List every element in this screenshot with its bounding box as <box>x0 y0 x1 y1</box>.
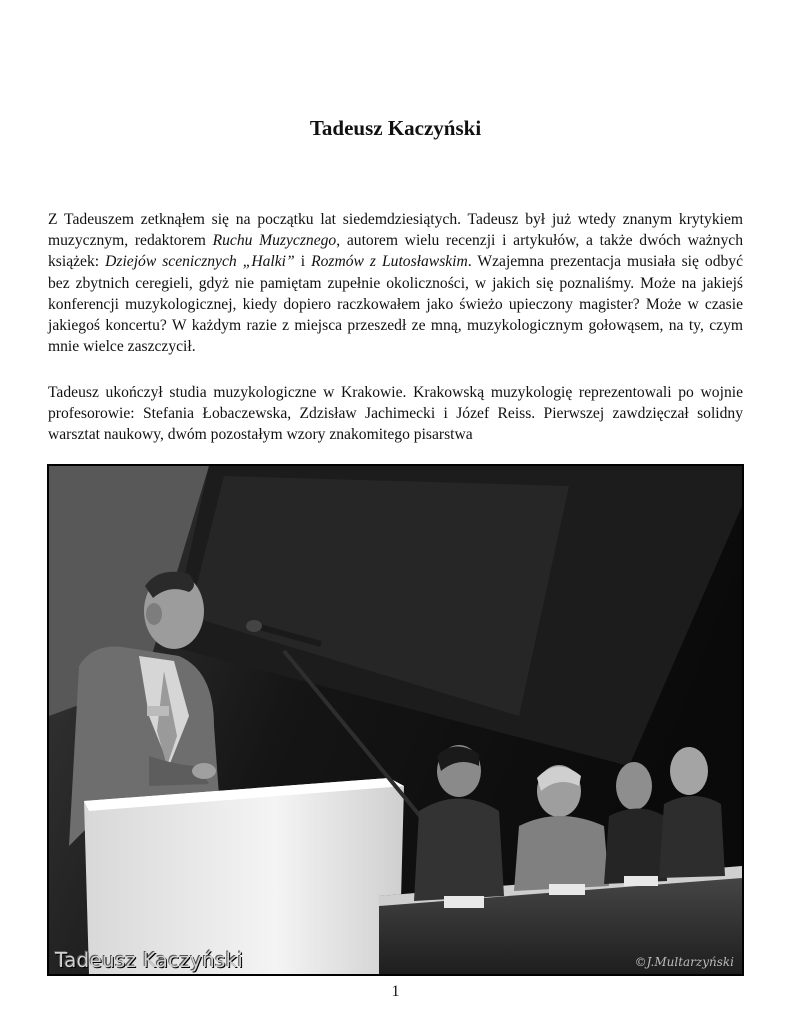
book-title: Dziejów scenicznych „Halki” <box>105 253 295 271</box>
photo-caption: Tadeusz Kaczyński <box>55 948 244 972</box>
paragraph-text: . Wzajemna prezentacja musiała się odbyć bez zbytnich ceregieli, gdyż nie pamiętam zupełnie okoliczności, w jakich się poznaliśmy. Może na jakiejś konferencji muzykologicznej, kiedy dopiero raczkowałem jako świeżo upieczony magister? Może w czasie jakiegoś koncertu? W każdym razie z miejsca przeszedł ze mną, muzykologicznym gołowąsem, na ty, czym mnie wielce zaszczycił. <box>48 253 744 356</box>
page-title: Tadeusz Kaczyński <box>309 116 482 140</box>
photo-illustration <box>49 466 742 974</box>
book-title: Rozmów z Lutosławskim <box>311 253 468 271</box>
journal-title: Ruchu Muzycznego <box>212 232 337 250</box>
photographer-signature: ©J.Multarzyński <box>634 955 734 969</box>
paragraph-intro <box>48 209 743 357</box>
paragraph-text: Z Tadeuszem zetknąłem się na początku lat siedemdziesiątych. Tadeusz był już wtedy znanym krytykiem muzycznym, redaktorem <box>48 211 743 250</box>
paragraph-text: , autorem wielu recenzji i artykułów, a także dwóch ważnych książek: <box>48 232 743 271</box>
page-number: 1 <box>391 983 400 1000</box>
paragraph-studies: Tadeusz ukończył studia muzykologiczne w Krakowie. Krakowską muzykologię reprezentowali po wojnie profesorowie: Stefania Łobaczewska, Zdzisław Jachimecki i Józef Reiss. Pierwszej zawdzięczał solidny warsztat naukowy, dwóm pozostałym wzory znakomitego pisarstwa <box>48 384 743 444</box>
paragraph-text: i <box>294 253 312 271</box>
conference-photo <box>47 464 744 976</box>
